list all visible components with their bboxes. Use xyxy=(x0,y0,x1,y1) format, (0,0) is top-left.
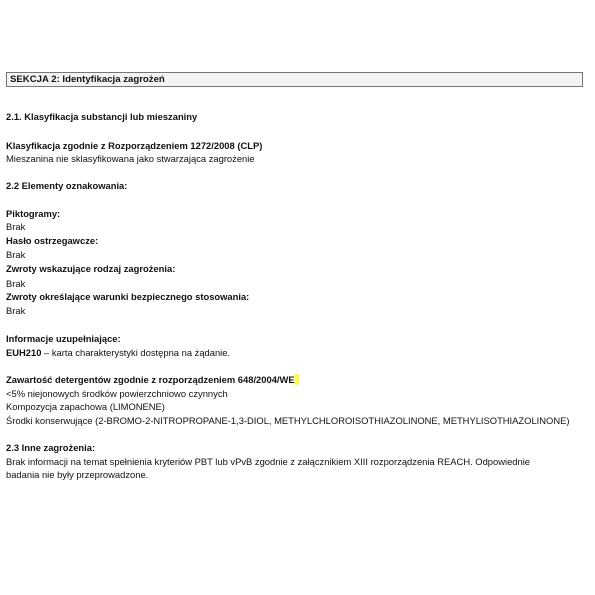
pictograms-value: Brak xyxy=(6,221,26,232)
signal-word-value: Brak xyxy=(6,249,26,260)
supplementary-info-label: Informacje uzupełniające: xyxy=(6,333,121,344)
section-title: SEKCJA 2: Identyfikacja zagrożeń xyxy=(10,74,165,85)
detergent-line: <5% niejonowych środków powierzchniowo czynnych xyxy=(6,388,228,399)
s22-heading: 2.2 Elementy oznakowania: xyxy=(6,180,128,191)
s23-heading: 2.3 Inne zagrożenia: xyxy=(6,442,96,453)
clp-heading: Klasyfikacja zgodnie z Rozporządzeniem 1272/2008 (CLP) xyxy=(6,140,263,151)
pictograms-label: Piktogramy: xyxy=(6,208,61,219)
s23-text-line-1: Brak informacji na temat spełnienia kryteriów PBT lub vPvB zgodnie z załącznikiem XIII rozporządzenia REACH. Odpowiednie xyxy=(6,456,531,467)
section-header xyxy=(6,72,583,87)
s23-text-line-2: badania nie były przeprowadzone. xyxy=(6,469,149,480)
detergent-line: Kompozycja zapachowa (LIMONENE) xyxy=(6,401,165,412)
s21-heading: 2.1. Klasyfikacja substancji lub mieszaniny xyxy=(6,111,198,122)
euh210-line xyxy=(6,346,586,359)
hazard-statements-label: Zwroty wskazujące rodzaj zagrożenia: xyxy=(6,263,176,274)
euh-text: – karta charakterystyki dostępna na żądanie. xyxy=(41,347,231,358)
detergent-line: Środki konserwujące (2-BROMO-2-NITROPROPANE-1,3-DIOL, METHYLCHLOROISOTHIAZOLINONE, METHYLISOTHIAZOLINONE) xyxy=(6,415,570,426)
euh-code: EUH210 xyxy=(6,347,42,358)
detergents-label-text: Zawartość detergentów zgodnie z rozporządzeniem 648/2004/WE xyxy=(6,374,295,385)
precautionary-statements-label: Zwroty określające warunki bezpiecznego stosowania: xyxy=(6,291,250,302)
precautionary-statements-value: Brak xyxy=(6,305,26,316)
hazard-statements-value: Brak xyxy=(6,278,26,289)
clp-text: Mieszanina nie sklasyfikowana jako stwarzająca zagrożenie xyxy=(6,153,255,164)
text-highlight-mark xyxy=(295,374,299,385)
detergents-label xyxy=(6,373,586,386)
signal-word-label: Hasło ostrzegawcze: xyxy=(6,235,99,246)
